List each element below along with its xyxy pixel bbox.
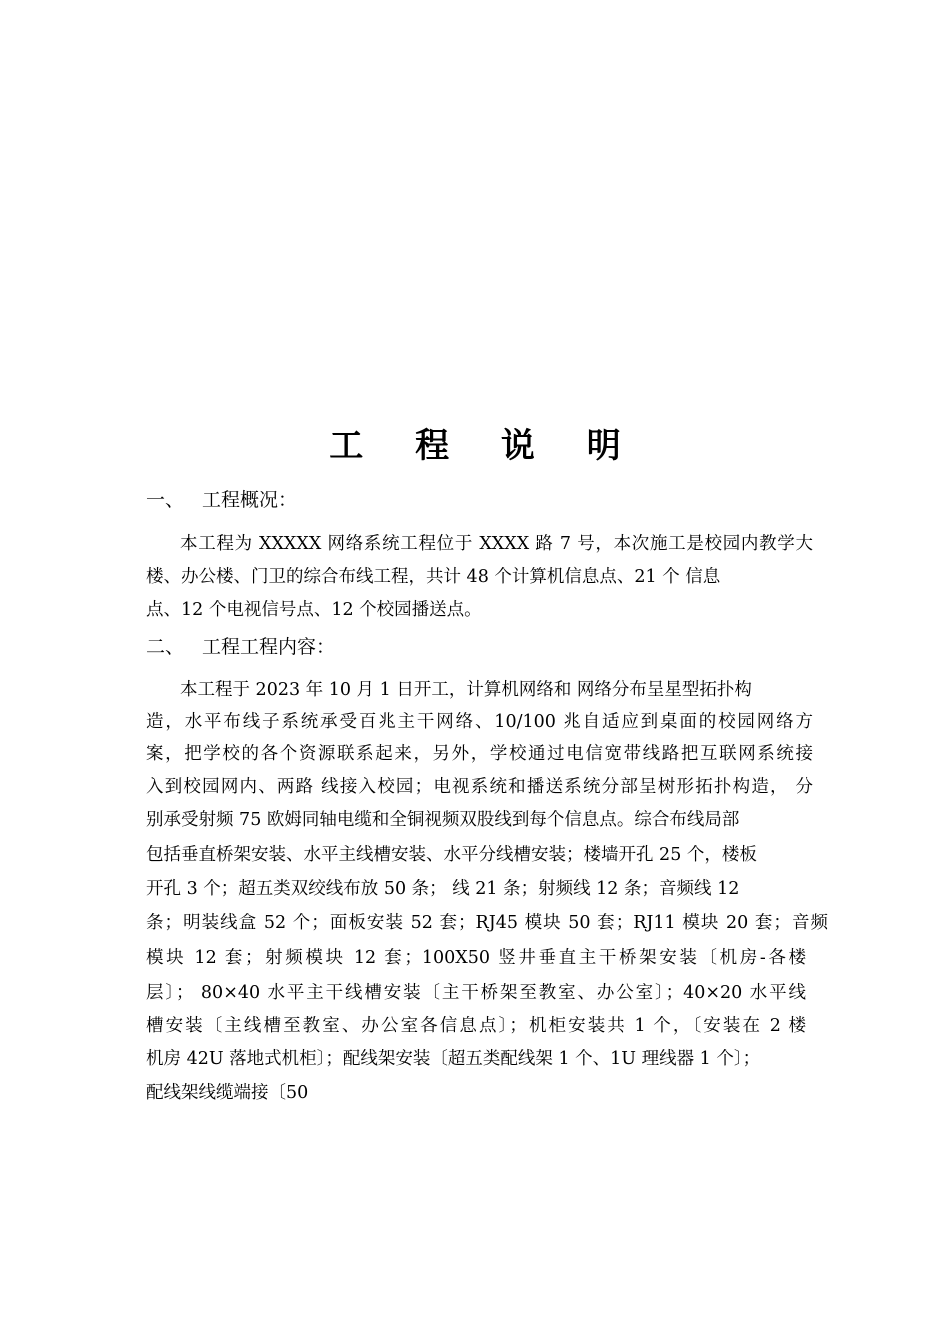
section-title: 工程工程内容： <box>202 636 336 658</box>
paragraph-line: 造，水平布线子系统承受百兆主干网络、10/100 兆自适应到桌面的校园网络方 <box>146 712 813 732</box>
document-title: 工 程 说 明 <box>329 426 641 466</box>
paragraph-line: 楼、办公楼、门卫的综合布线工程，共计 48 个计算机信息点、21 个 信息 <box>146 567 721 587</box>
paragraph-line: 槽安装〔主线槽至教室、办公室各信息点〕；机柜安装共 1 个，〔安装在 2 楼 <box>146 1016 806 1036</box>
paragraph-line: 入到校园网内、两路 线接入校园；电视系统和播送系统分部呈树形拓扑构造， 分 <box>146 777 813 797</box>
paragraph-line: 点、12 个电视信号点、12 个校园播送点。 <box>146 600 482 620</box>
section-heading-overview <box>146 486 297 514</box>
paragraph-line: 开孔 3 个；超五类双绞线布放 50 条； 线 21 条；射频线 12 条；音频线 12 <box>146 879 740 899</box>
paragraph-line: 本工程为 XXXXX 网络系统工程位于 XXXX 路 7 号，本次施工是校园内教学大 <box>180 534 813 554</box>
paragraph-line: 配线架线缆端接〔50 <box>146 1083 309 1103</box>
paragraph-line: 机房 42U 落地式机柜〕；配线架安装〔超五类配线架 1 个、1U 理线器 1 个〕； <box>146 1049 761 1069</box>
paragraph-line: 条；明装线盒 52 个；面板安装 52 套；RJ45 模块 50 套；RJ11 模块 20 套；音频 <box>146 913 828 933</box>
paragraph-line: 包括垂直桥架安装、水平主线槽安装、水平分线槽安装；楼墙开孔 25 个，楼板 <box>146 845 757 865</box>
paragraph-line: 案，把学校的各个资源联系起来，另外，学校通过电信宽带线路把互联网系统接 <box>146 744 813 764</box>
section-number: 二、 <box>146 636 185 658</box>
paragraph-line: 层〕； 80×40 水平主干线槽安装〔主干桥架至教室、办公室〕；40×20 水平线 <box>146 983 806 1003</box>
section-title: 工程概况： <box>202 489 298 511</box>
paragraph-line: 模块 12 套；射频模块 12 套；100X50 竖井垂直主干桥架安装〔机房-各楼 <box>146 948 806 968</box>
paragraph-line: 别承受射频 75 欧姆同轴电缆和全铜视频双股线到每个信息点。综合布线局部 <box>146 810 740 830</box>
section-number: 一、 <box>146 489 185 511</box>
paragraph-line: 本工程于 2023 年 10 月 1 日开工，计算机网络和 网络分布呈星型拓扑构 <box>180 680 752 700</box>
section-heading-content <box>146 633 335 661</box>
